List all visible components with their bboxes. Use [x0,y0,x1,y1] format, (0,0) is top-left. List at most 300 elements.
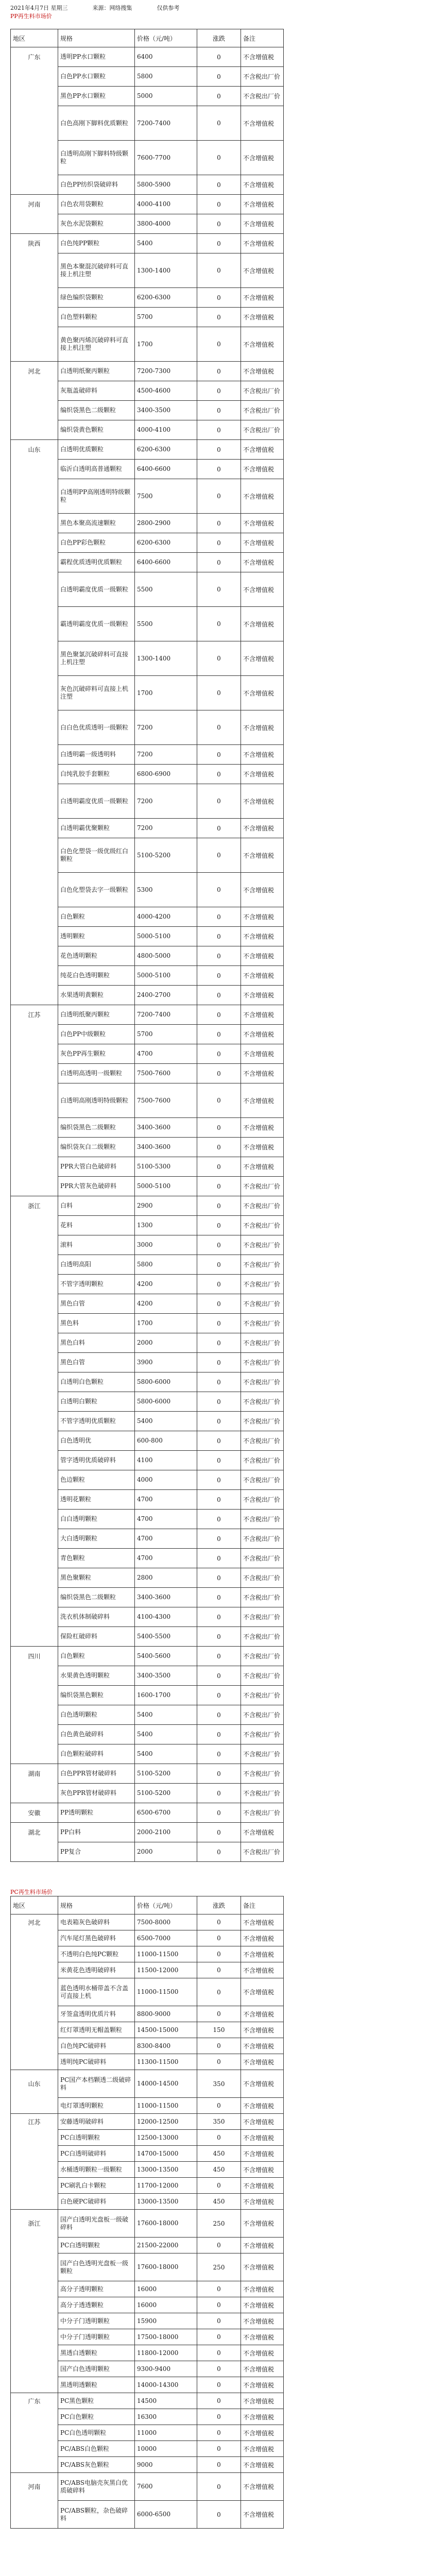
change-cell: 0 [197,2345,241,2361]
table-row [11,2409,419,2425]
table-row [11,2313,419,2329]
spec-cell: PC白透明颗粒 [58,2130,135,2146]
table-row [11,1064,419,1083]
spec-cell: PC黑色颗粒 [58,2393,135,2409]
region-cell [11,253,58,288]
table-row [11,1470,419,1490]
region-cell [11,514,58,533]
spec-cell: 安藤透明破碎料 [58,2114,135,2130]
change-cell: 0 [197,873,241,907]
region-cell [11,838,58,873]
note-cell: 不含增值税 [241,2501,284,2529]
spec-cell: 白色颗粒 [58,1647,135,1666]
change-cell: 0 [197,966,241,986]
price-cell: 1700 [135,327,197,362]
note-cell: 不含税出厂价 [241,1705,284,1725]
price-cell: 5400 [135,1744,197,1764]
change-cell: 0 [197,381,241,401]
spec-cell: 灰瓶盖破碎料 [58,381,135,401]
change-cell: 0 [197,1451,241,1470]
note-cell: 不含增值税 [241,2038,284,2054]
note-cell: 不含税出厂价 [241,1216,284,1235]
region-cell [11,1392,58,1412]
region-cell [11,175,58,195]
spec-cell: 白色硬PC破碎料 [58,2194,135,2210]
change-cell: 0 [197,1744,241,1764]
note-cell: 不含增值税 [241,195,284,214]
spec-cell: 编织袋黑色二级颗粒 [58,401,135,420]
price-cell: 5400 [135,1412,197,1431]
note-cell: 不含增值税 [241,2441,284,2457]
note-cell: 不含增值税 [241,362,284,381]
region-cell [11,784,58,819]
price-cell: 5800 [135,1255,197,1275]
note-cell: 不含税出厂价 [241,1470,284,1490]
table-row [11,1784,419,1803]
change-cell: 0 [197,1044,241,1064]
region-cell [11,710,58,745]
spec-cell: 米黄花色透明破碎料 [58,1962,135,1978]
price-cell: 16000 [135,2297,197,2313]
note-cell: 不含增值税 [241,710,284,745]
spec-cell: 灰色水泥袋颗粒 [58,214,135,234]
change-cell: 0 [197,514,241,533]
region-cell [11,106,58,141]
spec-cell: 霸透明霸度优质一级颗粒 [58,607,135,641]
spec-cell: 白透明霸优聚颗粒 [58,819,135,838]
change-cell: 0 [197,1823,241,1842]
note-cell: 不含增值税 [241,327,284,362]
note-cell: 不含增值税 [241,1064,284,1083]
table-row [11,553,419,572]
price-cell: 11800-12000 [135,2345,197,2361]
table-row [11,1607,419,1627]
note-cell: 不含增值税 [241,1930,284,1946]
spec-cell: 霸程优质透明优质颗粒 [58,553,135,572]
spec-cell: 不透明白色纯PC颗粒 [58,1946,135,1962]
price-cell: 7200-7400 [135,1005,197,1025]
table-row [11,2281,419,2297]
change-cell: 0 [197,2361,241,2377]
change-cell: 0 [197,440,241,460]
change-cell: 0 [197,1946,241,1962]
change-cell: 450 [197,2162,241,2178]
note-cell: 不含税出厂价 [241,381,284,401]
price-cell: 3000 [135,1235,197,1255]
region-cell [11,2054,58,2070]
price-cell: 7600 [135,2473,197,2501]
table-row [11,745,419,765]
change-cell: 0 [197,2457,241,2473]
note-cell: 不含增值税 [241,553,284,572]
spec-cell: PC白透明颗粒 [58,2238,135,2253]
table-row [11,1529,419,1549]
change-cell: 0 [197,1314,241,1333]
change-cell: 0 [197,1216,241,1235]
table-row [11,1177,419,1196]
note-cell: 不含税出厂价 [241,1431,284,1451]
note-cell: 不含税出厂价 [241,1686,284,1705]
spec-cell: 保险杠破碎料 [58,1627,135,1647]
price-cell: 6200-6300 [135,288,197,308]
note-cell: 不含增值税 [241,572,284,607]
spec-cell: PP透明颗粒 [58,1803,135,1823]
note-cell: 不含增值税 [241,308,284,327]
table-row [11,1962,419,1978]
note-cell: 不含增值税 [241,2361,284,2377]
table-row [11,2457,419,2473]
region-cell [11,460,58,479]
report-date: 2021年4月7日 星期三 [10,5,68,11]
change-cell: 0 [197,87,241,106]
note-cell: 不含税出厂价 [241,1490,284,1510]
note-cell: 不含税出厂价 [241,420,284,440]
table-row [11,607,419,641]
change-cell: 0 [197,141,241,175]
spec-cell: 白纯乳胶手套颗粒 [58,765,135,784]
note-cell: 不含增值税 [241,1946,284,1962]
region-cell [11,1216,58,1235]
region-cell [11,2038,58,2054]
note-cell: 不含增值税 [241,175,284,195]
change-cell: 0 [197,1490,241,1510]
spec-cell: 白色高刚下脚料优质颗粒 [58,106,135,141]
price-cell: 14700-15000 [135,2146,197,2162]
price-cell: 8800-9000 [135,2006,197,2022]
table-row [11,2473,419,2501]
table-row [11,1764,419,1784]
table-row [11,2210,419,2238]
region-cell [11,1177,58,1196]
change-cell: 350 [197,2070,241,2098]
spec-cell: 中分子门透明颗粒 [58,2329,135,2345]
region-cell [11,479,58,514]
note-cell: 不含增值税 [241,2146,284,2162]
region-cell [11,308,58,327]
region-cell [11,141,58,175]
change-cell: 0 [197,195,241,214]
table-row [11,1235,419,1255]
table-row [11,873,419,907]
change-cell: 0 [197,607,241,641]
table-row [11,966,419,986]
note-cell: 不含税出厂价 [241,1725,284,1744]
region-cell [11,1118,58,1138]
spec-cell: 黑色白管 [58,1294,135,1314]
price-cell: 5800-6000 [135,1392,197,1412]
change-cell: 0 [197,1025,241,1044]
price-cell: 2000 [135,1842,197,1862]
price-cell: 5400 [135,234,197,253]
table-row [11,819,419,838]
price-cell: 14500 [135,2393,197,2409]
table-row [11,2238,419,2253]
price-cell: 11000 [135,2425,197,2441]
region-cell [11,533,58,553]
note-cell: 不含税出厂价 [241,1275,284,1294]
note-cell: 不含税出厂价 [241,1666,284,1686]
table-row [11,1275,419,1294]
price-cell: 7200-7300 [135,362,197,381]
price-cell: 4100-4300 [135,1607,197,1627]
table-row [11,1372,419,1392]
spec-cell: 水果透明黄颗粒 [58,986,135,1005]
note-cell: 不含增值税 [241,1118,284,1138]
spec-cell: 黑色聚氯沉破碎料可直接上机注塑 [58,641,135,676]
spec-cell: 白色塑料颗粒 [58,308,135,327]
table-row [11,1431,419,1451]
table-header-row [11,29,419,47]
note-cell: 不含税出厂价 [241,1510,284,1529]
price-cell: 4700 [135,1510,197,1529]
table-row [11,2377,419,2393]
price-cell: 5400 [135,1705,197,1725]
spec-cell: 白透明霸度优质一级颗粒 [58,572,135,607]
table-row [11,1686,419,1705]
change-cell: 0 [197,1647,241,1666]
spec-cell: 白色PP彩色颗粒 [58,533,135,553]
region-cell [11,1510,58,1529]
table-row [11,1083,419,1118]
region-cell [11,2329,58,2345]
change-cell: 0 [197,1666,241,1686]
region-cell [11,420,58,440]
region-cell [11,288,58,308]
change-cell: 0 [197,1803,241,1823]
table-row [11,1196,419,1216]
spec-cell: 白色透明颗粒 [58,1705,135,1725]
note-cell: 不含增值税 [241,765,284,784]
table-row [11,1978,419,2006]
change-cell: 0 [197,676,241,710]
table-row [11,907,419,927]
table-row [11,1725,419,1744]
table-row [11,2253,419,2281]
table-row [11,2297,419,2313]
price-cell: 13000-13500 [135,2194,197,2210]
change-cell: 0 [197,2054,241,2070]
price-cell: 8300-8400 [135,2038,197,2054]
region-cell [11,2162,58,2178]
note-cell: 不含增值税 [241,440,284,460]
change-cell: 0 [197,2393,241,2409]
pc-price-table [10,1896,419,2529]
table-row [11,87,419,106]
table-row [11,2070,419,2098]
table-row [11,2162,419,2178]
price-cell: 3400-3600 [135,1138,197,1157]
table-row [11,214,419,234]
change-cell: 450 [197,2194,241,2210]
spec-cell: 水果黄色透明颗粒 [58,1666,135,1686]
price-cell: 16300 [135,2409,197,2425]
spec-cell: 透明PP水口颗粒 [58,47,135,67]
region-cell [11,745,58,765]
region-cell [11,87,58,106]
change-cell: 0 [197,1157,241,1177]
report-source: 来源：网络搜集 [92,5,132,11]
note-cell: 不含增值税 [241,2297,284,2313]
change-cell: 0 [197,2377,241,2393]
price-cell: 2800 [135,1568,197,1588]
report-header [0,4,429,12]
price-cell: 6400-6600 [135,553,197,572]
region-cell [11,1083,58,1118]
table-row [11,234,419,253]
region-cell [11,1138,58,1157]
change-cell: 0 [197,572,241,607]
region-cell: 河北 [11,1914,58,1930]
table-row [11,1744,419,1764]
price-cell: 4200 [135,1275,197,1294]
table-row [11,765,419,784]
table-row [11,362,419,381]
spec-cell: 白色PPR管材破碎料 [58,1764,135,1784]
table-row [11,676,419,710]
price-cell: 5300 [135,873,197,907]
region-cell [11,1529,58,1549]
spec-cell: 白透明白色颗粒 [58,1372,135,1392]
spec-cell: 青色颗粒 [58,1549,135,1568]
change-cell: 0 [197,1333,241,1353]
table-row [11,2038,419,2054]
spec-cell: 编织袋黑色二级颗粒 [58,1118,135,1138]
note-cell: 不含税出厂价 [241,1647,284,1666]
change-cell: 0 [197,986,241,1005]
price-cell: 2000 [135,1333,197,1353]
price-cell: 6500-7000 [135,1930,197,1946]
note-cell: 不含增值税 [241,141,284,175]
price-cell: 7200-7400 [135,106,197,141]
change-cell: 0 [197,1064,241,1083]
note-cell: 不含增值税 [241,1025,284,1044]
spec-cell: 编织袋灰白二级颗粒 [58,1138,135,1157]
spec-cell: 黑色本聚混沉破碎料可直接上机注塑 [58,253,135,288]
note-cell: 不含增值税 [241,1005,284,1025]
note-cell: 不含增值税 [241,288,284,308]
region-cell [11,327,58,362]
region-cell [11,1978,58,2006]
spec-cell: 白色化塑袋去字一级颗粒 [58,873,135,907]
table-row [11,2006,419,2022]
region-cell [11,1353,58,1372]
region-cell [11,572,58,607]
change-cell: 0 [197,2238,241,2253]
price-cell: 6000-6500 [135,2501,197,2529]
price-cell: 7200 [135,784,197,819]
price-cell: 3800-4000 [135,214,197,234]
spec-cell: PPR大管白色破碎料 [58,1157,135,1177]
note-cell: 不含税出厂价 [241,1549,284,1568]
spec-cell: 红灯罩透明无帽盖颗粒 [58,2022,135,2038]
price-cell: 5100-5200 [135,1764,197,1784]
spec-cell: 黑色白管 [58,1353,135,1372]
spec-cell: 白色PP纺织袋破碎料 [58,175,135,195]
note-cell: 不含增值税 [241,2022,284,2038]
price-cell: 14000-14500 [135,2070,197,2098]
spec-cell: PC白色透明颗粒 [58,2425,135,2441]
price-cell: 5700 [135,308,197,327]
change-cell: 0 [197,838,241,873]
note-cell: 不含增值税 [241,2210,284,2238]
table-row [11,106,419,141]
region-cell [11,2178,58,2194]
region-cell [11,2146,58,2162]
note-cell: 不含增值税 [241,1138,284,1157]
change-cell: 0 [197,927,241,946]
spec-cell: 白透明纸聚丙颗粒 [58,1005,135,1025]
change-cell: 0 [197,710,241,745]
price-cell: 12500-13000 [135,2130,197,2146]
table-row [11,2022,419,2038]
change-cell: 0 [197,2313,241,2329]
change-cell: 0 [197,1568,241,1588]
change-cell: 0 [197,1196,241,1216]
price-cell: 3400-3600 [135,1118,197,1138]
spec-cell: 花料 [58,1216,135,1235]
price-cell: 15900 [135,2313,197,2329]
note-cell: 不含增值税 [241,873,284,907]
note-cell: 不含增值税 [241,2425,284,2441]
change-cell: 0 [197,641,241,676]
region-cell [11,1431,58,1451]
table-row [11,1823,419,1842]
table-row [11,1705,419,1725]
spec-cell: 大白透明颗粒 [58,1529,135,1549]
change-cell: 0 [197,2130,241,2146]
price-cell: 4500-4600 [135,381,197,401]
change-cell: 0 [197,1005,241,1025]
spec-cell: PP复合 [58,1842,135,1862]
region-cell [11,873,58,907]
spec-cell: 国产白色透明光盘板一级颗粒 [58,2253,135,2281]
region-cell [11,2022,58,2038]
price-cell: 6800-6900 [135,765,197,784]
note-cell: 不含增值税 [241,479,284,514]
price-cell: 11300-11500 [135,2054,197,2070]
price-cell: 5100-5200 [135,1784,197,1803]
note-cell: 不含增值税 [241,927,284,946]
table-row [11,401,419,420]
change-cell: 0 [197,1412,241,1431]
note-cell: 不含增值税 [241,2054,284,2070]
note-cell: 不含增值税 [241,946,284,966]
spec-cell: 黄色聚丙烯沉破碎料可直接上机注塑 [58,327,135,362]
spec-cell: 洗衣机体制破碎料 [58,1607,135,1627]
region-cell [11,946,58,966]
spec-cell: 临沂白透明高普通颗粒 [58,460,135,479]
region-cell [11,1314,58,1333]
region-cell [11,1064,58,1083]
spec-cell: 白色纯PC破碎料 [58,2038,135,2054]
note-cell: 不含增值税 [241,2377,284,2393]
region-cell: 四川 [11,1647,58,1666]
table-row [11,195,419,214]
note-cell: 不含增值税 [241,784,284,819]
note-cell: 不含增值税 [241,641,284,676]
region-cell [11,2425,58,2441]
spec-cell: 汽车尾灯黑色破碎料 [58,1930,135,1946]
note-cell: 不含增值税 [241,2162,284,2178]
region-cell [11,2313,58,2329]
note-cell: 不含增值税 [241,2345,284,2361]
table-row [11,1627,419,1647]
table-row [11,1510,419,1529]
note-cell: 不含税出厂价 [241,1353,284,1372]
region-cell [11,1627,58,1647]
table-row [11,381,419,401]
change-cell: 0 [197,2038,241,2054]
